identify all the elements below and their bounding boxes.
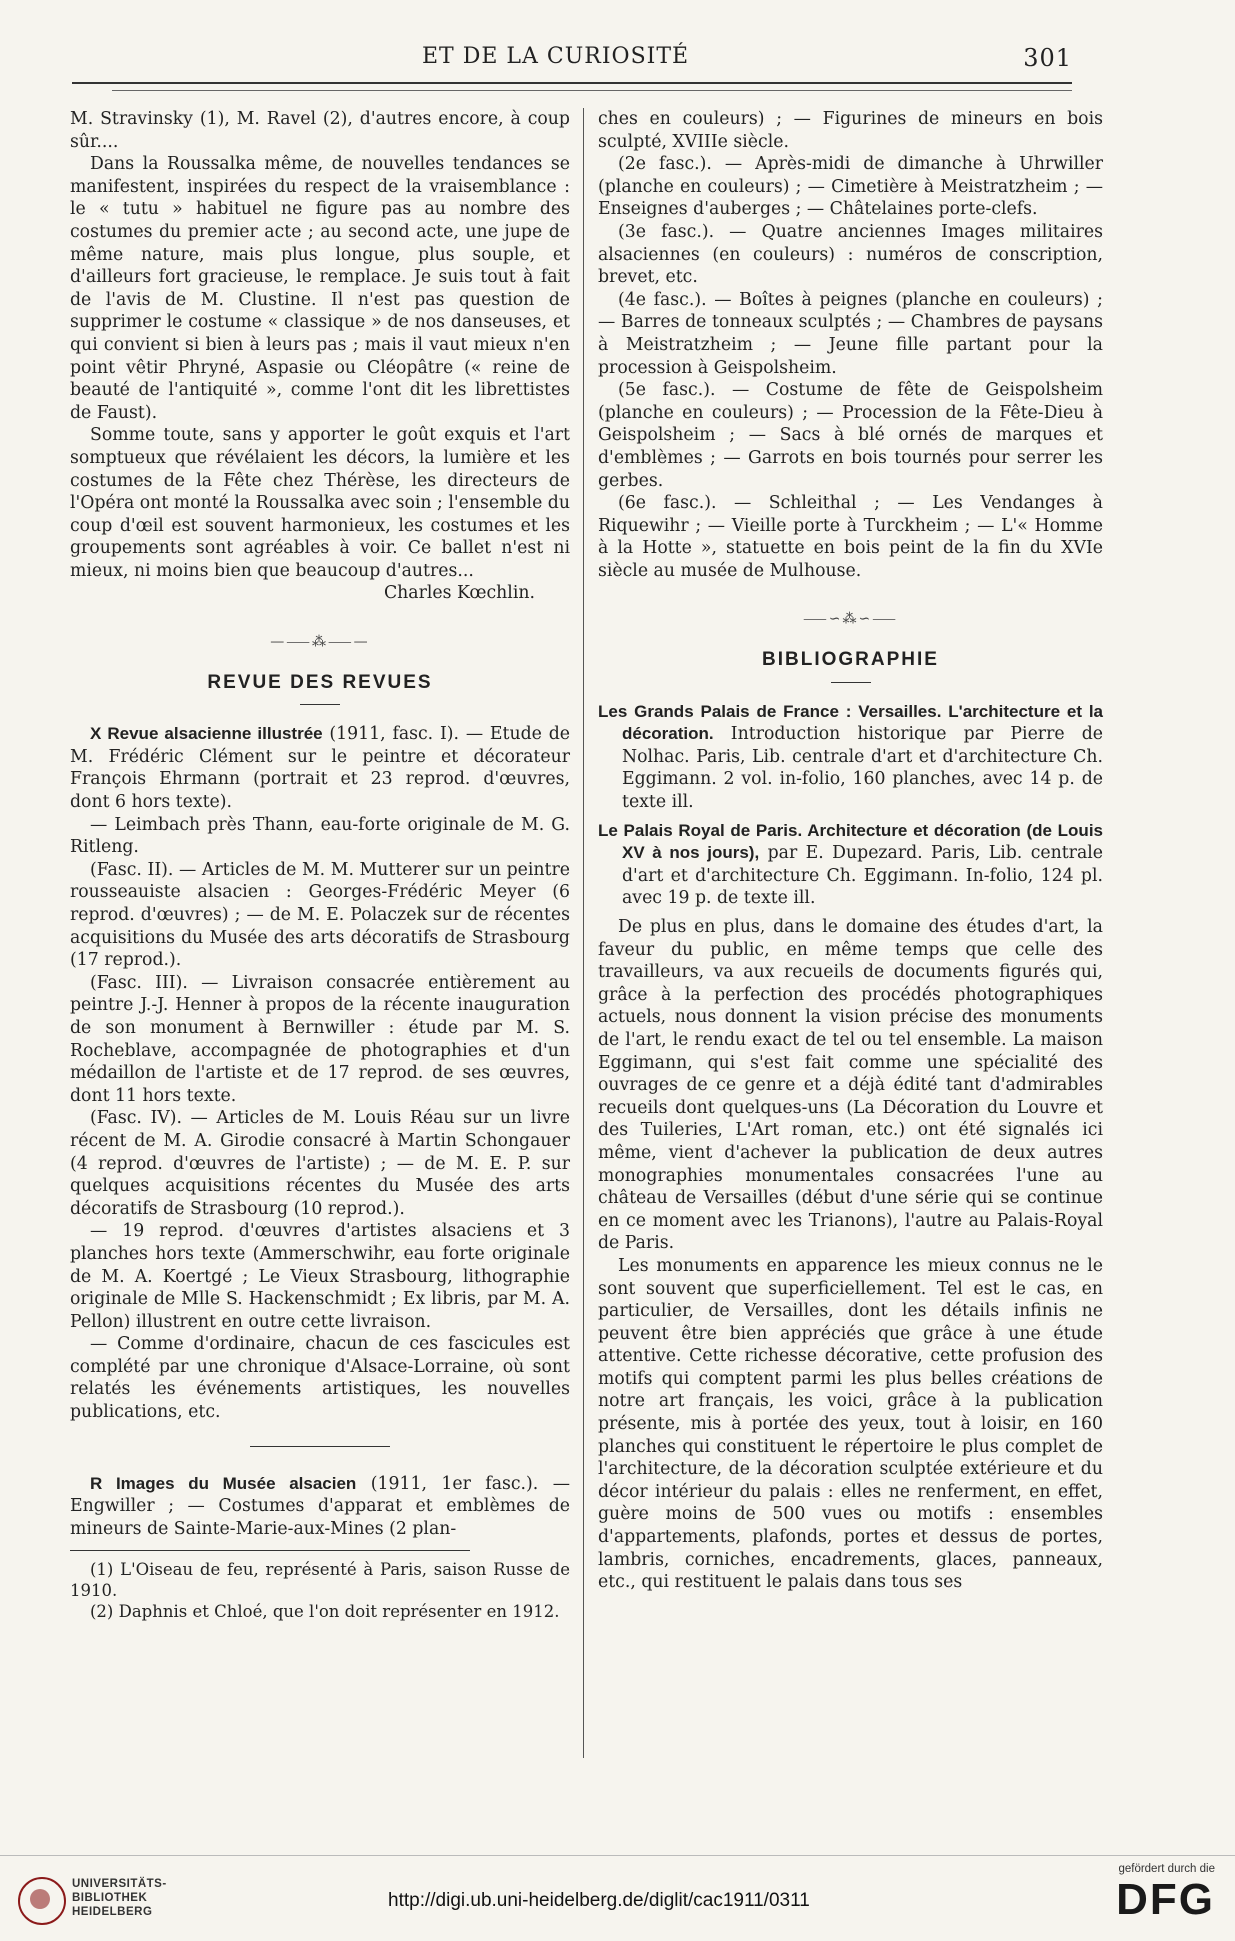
paragraph: (5e fasc.). — Costume de fête de Geispolsheim (planche en couleurs) ; — Procession de la Fête-Dieu à Geispolsheim ; — Sacs à blé ornés de marques et d'emblèmes ; — Garrots en bois tournés pour serrer les gerbes. xyxy=(598,380,1103,491)
footer-rule xyxy=(0,1855,1235,1856)
review-paragraph: (Fasc. II). — Articles de M. M. Mutterer sur un peintre rousseauiste alsacien : Georges-Frédéric Meyer (6 reprod. d'œuvres) ; — de M. E. Polaczek sur de récentes acquisitions du Musée des arts décoratifs de Strasbourg (17 reprod.). xyxy=(70,859,570,971)
digitization-footer xyxy=(0,1855,1235,1941)
ornament-divider: —⸺⁂⸺— xyxy=(270,634,370,651)
footnote-rule xyxy=(70,1550,470,1551)
review-paragraph: — 19 reprod. d'œuvres d'artistes alsaciens et 3 planches hors texte (Ammerschwihr, eau forte originale de M. A. Koertgé ; Le Vieux Strasbourg, lithographie originale de Mlle S. Hackenschmidt ; Ex libris, par M. A. Pellon) illustrent en outre cette livraison. xyxy=(70,1221,570,1332)
header-rule-thin xyxy=(112,90,1072,91)
paragraph: Dans la Roussalka même, de nouvelles tendances se manifestent, inspirées du respect de la vraisemblance : le « tutu » habituel ne figure pas au nombre des costumes du premier acte ; au second acte, une jupe de même nature, mais plus longue, plus souple, et d'ailleurs fort gracieuse, le remplace. Je suis tout à fait de l'avis de M. Clustine. Il n'est pas question de supprimer le costume « classique » de nos danseuses, et qui convient si bien à leurs pas ; mais il vaut mieux n'en point vêtir Phryné, Aspasie ou Cléopâtre (« reine de beauté de l'antiquité », comme l'ont dit les librettistes de Faust). xyxy=(70,154,570,423)
paragraph: (2e fasc.). — Après-midi de dimanche à Uhrwiller (planche en couleurs) ; — Cimetière à Meistratzheim ; — Enseignes d'auberges ; — Châtelaines porte-clefs. xyxy=(598,154,1103,220)
bibliography-entry-details: Introduction historique par Pierre de Nolhac. Paris, Lib. centrale d'art et d'architecture Ch. Eggimann. 2 vol. in-folio, 160 planches, avec 14 p. de texte ill. xyxy=(622,724,1104,813)
review-paragraph: (Fasc. IV). — Articles de M. Louis Réau sur un livre récent de M. A. Girodie consacré à Martin Schongauer (4 reprod. d'œuvres de l'artiste) ; — de M. E. P. sur quelques acquisitions récentes du Musée des arts décoratifs de Strasbourg (10 reprod.). xyxy=(70,1108,570,1219)
page-header xyxy=(72,38,1072,78)
paragraph: De plus en plus, dans le domaine des études d'art, la faveur du public, en même temps que celle des travailleurs, va aux recueils de documents figurés qui, grâce à la perfection des procédés photographiques actuels, nous donnent la vision précise des monuments de l'art, le rendu exact de tel ou tel ensemble. La maison Eggimann, qui s'est fait comme une spécialité des ouvrages de ce genre et a déjà édité tant d'admirables recueils dont quelques-uns (La Décoration du Louvre et des Tuileries, L'Art roman, etc.) ont été signalés ici même, vient d'achever la publication de deux autres monographies monumentales consacrées l'une au château de Versailles (début d'une série qui se continue en ce moment avec les Trianons), l'autre au Palais-Royal de Paris. xyxy=(598,917,1103,1254)
footnote: (2) Daphnis et Chloé, que l'on doit représenter en 1912. xyxy=(90,1602,560,1622)
images-intro: (1911, 1er fasc.). — Engwiller ; — Costumes d'apparat et emblèmes de mineurs de Sainte-Marie-aux-Mines (2 plan- xyxy=(70,1473,570,1539)
footnote: (1) L'Oiseau de feu, représenté à Paris, saison Russe de 1910. xyxy=(70,1560,570,1601)
paragraph: (3e fasc.). — Quatre anciennes Images militaires alsaciennes (en couleurs) : numéros de conscription, brevet, etc. xyxy=(598,221,1103,288)
paragraph: (4e fasc.). — Boîtes à peignes (planche en couleurs) ; — Barres de tonneaux sculptés ; — Chambres de paysans à Meistratzheim ; — Jeune fille partant pour la procession à Geispolsheim. xyxy=(598,289,1103,378)
library-logo[interactable] xyxy=(18,1873,188,1933)
footnotes xyxy=(70,1559,570,1622)
page-number: 301 xyxy=(1023,44,1072,72)
paragraph: Les monuments en apparence les mieux connus ne le sont souvent que superficiellement. Tel est le cas, en particulier, de Versailles, dont les détails infinis ne peuvent être bien appréciés que grâce à une étude attentive. Cette richesse décorative, cette profusion des motifs qui comptent parmi les plus belles créations de notre art français, les voici, grâce à la publication présente, mis à portée des yeux, tout à loisir, en 160 planches qui constituent le répertoire le plus complet de l'architecture, de la décoration sculptée extérieure et du décor intérieur du palais : elles ne renferment, en effet, guère moins de 500 vues ou motifs : ensembles d'appartements, plafonds, portes et dessus de portes, lambris, corniches, encadrements, glaces, panneaux, etc., qui restituent le palais dans tous ses xyxy=(598,1255,1103,1593)
paragraph: M. Stravinsky (1), M. Ravel (2), d'autres encore, à coup sûr.... xyxy=(70,109,570,152)
review-paragraph: — Comme d'ordinaire, chacun de ces fascicules est complété par une chronique d'Alsace-Lorraine, où sont relatés les événements artistiques, les nouvelles publications, etc. xyxy=(70,1334,570,1423)
library-name: UNIVERSITÄTS- BIBLIOTHEK HEIDELBERG xyxy=(72,1878,167,1918)
header-rule xyxy=(72,82,1072,84)
dfg-logo-icon: DFG xyxy=(1116,1875,1215,1924)
bibliography-entry-title: Le Palais Royal de Paris. Architecture et décoration (de Louis XV à nos jours), xyxy=(598,820,1103,863)
university-seal-icon xyxy=(18,1877,66,1925)
right-column xyxy=(598,108,1103,1594)
section-title-revue: REVUE DES REVUES xyxy=(207,671,433,693)
ornament-divider: ⸺∽⁂∽⸺ xyxy=(803,611,898,628)
left-column xyxy=(70,108,570,1622)
paragraph: ches en couleurs) ; — Figurines de mineurs en bois sculpté, XVIIIe siècle. xyxy=(598,109,1103,152)
column-separator xyxy=(583,108,584,1758)
section-title-bibliographie: BIBLIOGRAPHIE xyxy=(762,649,939,671)
review-paragraph: (Fasc. III). — Livraison consacrée entièrement au peintre J.-J. Henner à propos de la récente inauguration de son monument à Bernwiller : étude par M. S. Rocheblave, accompagnée de photographies et d'un médaillon de l'artiste et de 17 reprod. de ses œuvres, dont 11 hors texte. xyxy=(70,972,570,1106)
images-title: R Images du Musée alsacien xyxy=(90,1473,357,1493)
funding-caption: gefördert durch die xyxy=(1118,1863,1215,1875)
paragraph: Somme toute, sans y apporter le goût exquis et l'art somptueux que révélaient les décors, la lumière et les costumes de la Fête chez Thérèse, les directeurs de l'Opéra ont monté la Roussalka avec soin ; l'ensemble du coup d'œil est souvent harmonieux, les costumes et les groupements sont agréables à voir. Ce ballet n'est ni mieux, ni moins bien que beaucoup d'autres... xyxy=(70,425,570,581)
section-rule xyxy=(831,682,871,683)
divider xyxy=(250,1446,390,1447)
signature: Charles Kœchlin. xyxy=(383,583,535,604)
running-title: ET DE LA CURIOSITÉ xyxy=(422,44,690,69)
section-rule xyxy=(300,704,340,705)
paragraph: (6e fasc.). — Schleithal ; — Les Vendanges à Riquewihr ; — Vieille porte à Turckheim ; — L'« Homme à la Hotte », statuette en bois peint de la fin du XVIe siècle au musée de Mulhouse. xyxy=(598,493,1103,581)
bibliography-entry-title: Les Grands Palais de France : Versailles. L'architecture et la décoration. xyxy=(598,701,1103,744)
funder-logo[interactable] xyxy=(1116,1863,1215,1925)
permalink[interactable]: http://digi.ub.uni-heidelberg.de/diglit/cac1911/0311 xyxy=(388,1890,810,1911)
review-intro: (1911, fasc. I). — Etude de M. Frédéric Clément sur le peintre et décorateur François Ehrmann (portrait et 23 reprod. d'œuvres, dont 6 hors texte). xyxy=(70,724,571,813)
review-title: X Revue alsacienne illustrée xyxy=(90,724,323,744)
bibliography-entry-details: par E. Dupezard. Paris, Lib. centrale d'art et d'architecture Ch. Eggimann. In-folio, 124 pl. avec 19 p. de texte ill. xyxy=(622,843,1103,909)
review-paragraph: — Leimbach près Thann, eau-forte originale de M. G. Ritleng. xyxy=(70,814,570,858)
